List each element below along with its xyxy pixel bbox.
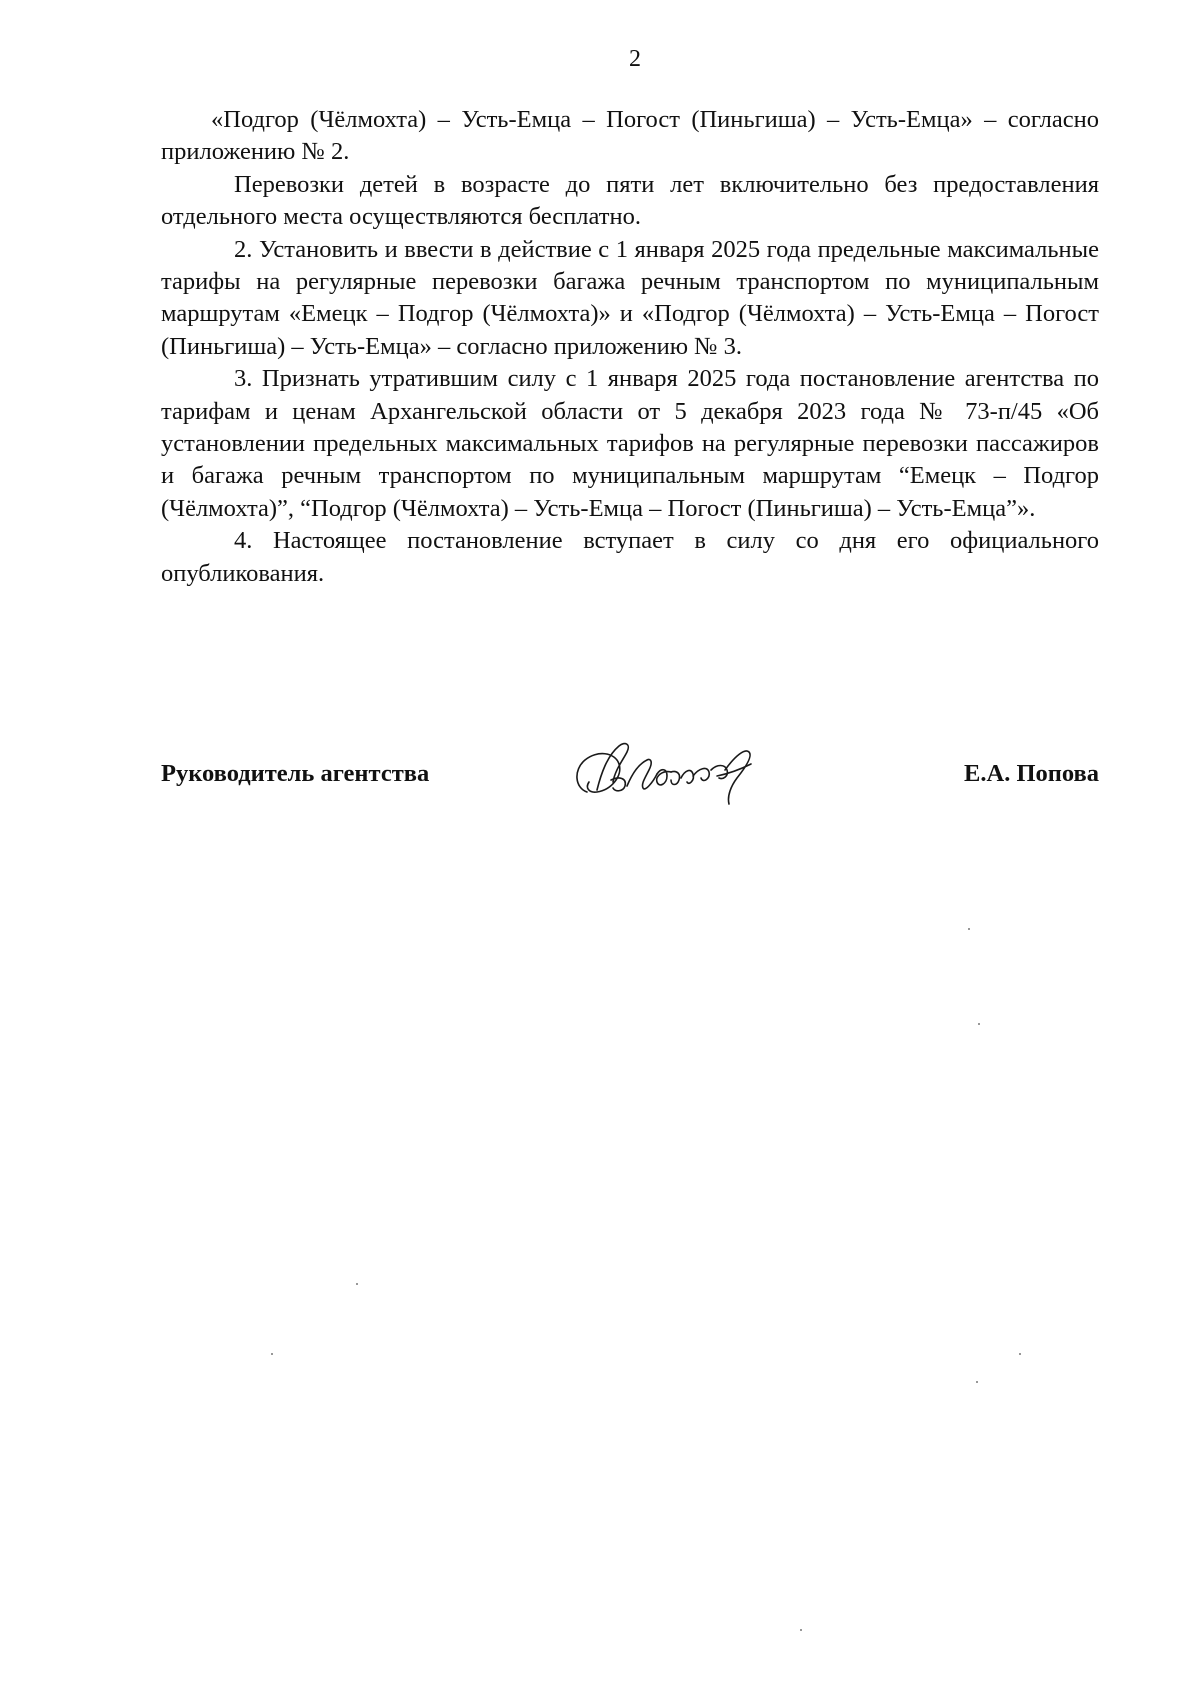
paragraph-continuation: «Подгор (Чёлмохта) – Усть-Емца – Погост (Пиньгиша) – Усть-Емца» – согласно приложению № 2.	[161, 106, 1099, 166]
signature-block	[161, 730, 1099, 820]
scan-speck	[968, 928, 970, 930]
paragraph-item-4: 4. Настоящее постановление вступает в силу со дня его официального опубликования.	[161, 527, 1099, 587]
scan-speck	[271, 1353, 273, 1355]
signatory-title: Руководитель агентства	[161, 760, 430, 787]
handwritten-signature-icon	[567, 730, 767, 810]
document-body	[161, 104, 1099, 590]
scan-speck	[1019, 1353, 1021, 1355]
signatory-name: Е.А. Попова	[964, 760, 1099, 787]
scan-speck	[356, 1283, 358, 1285]
paragraph-children-free: Перевозки детей в возрасте до пяти лет включительно без предоставления отдельного места осуществляются бесплатно.	[161, 170, 1099, 231]
scan-speck	[976, 1381, 978, 1383]
scan-speck	[800, 1629, 802, 1631]
paragraph-item-2: 2. Установить и ввести в действие с 1 января 2025 года предельные максимальные тарифы на регулярные перевозки багажа речным транспортом по муниципальным маршрутам «Емецк – Подгор (Чёлмохта)» и «Подгор (Чёлмохта) – Усть-Емца – Погост (Пиньгиша) – Усть-Емца» – согласно приложению № 3.	[161, 235, 1099, 360]
page-number: 2	[629, 46, 641, 72]
scan-speck	[978, 1023, 980, 1025]
paragraph-item-3: 3. Признать утратившим силу с 1 января 2025 года постановление агентства по тарифам и ценам Архангельской области от 5 декабря 2023 года № 73-п/45 «Об установлении предельных максимальных тарифов на регулярные перевозки пассажиров и багажа речным транспортом по муниципальным маршрутам “Емецк – Подгор (Чёлмохта)”, “Подгор (Чёлмохта) – Усть-Емца – Погост (Пиньгиша) – Усть-Емца”».	[161, 365, 1099, 522]
